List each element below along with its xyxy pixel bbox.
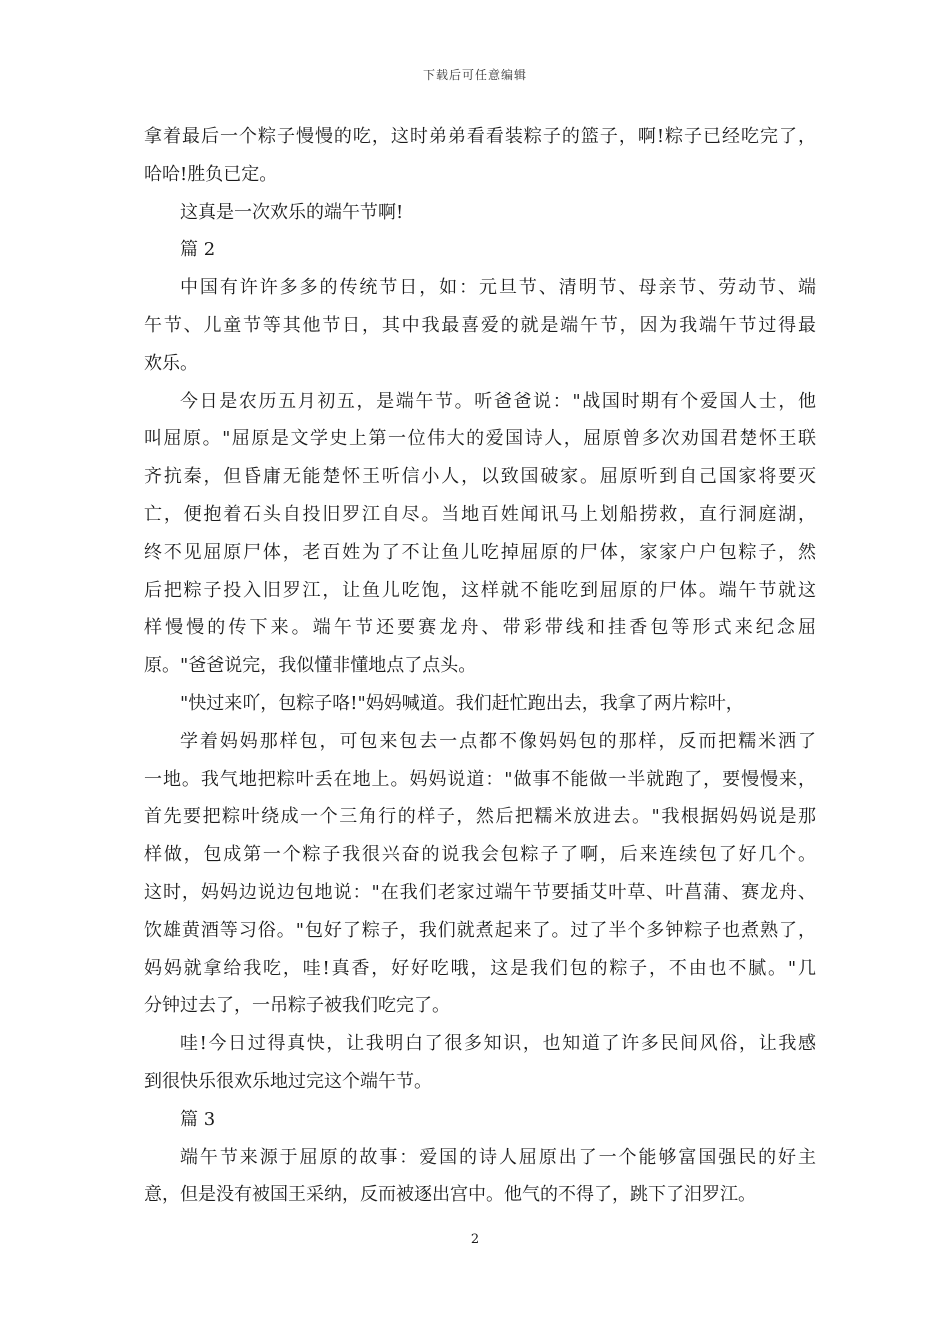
text-line: 今日是农历五月初五，是端午节。听爸爸说："战国时期有个爱国人士，他 — [180, 390, 816, 412]
text-line: 饮雄黄酒等习俗。"包好了粽子，我们就煮起来了。过了半个多钟粽子也煮熟了， — [144, 919, 816, 941]
text-line: 这时，妈妈边说边包地说："在我们老家过端午节要插艾叶草、叶菖蒲、赛龙舟、 — [144, 881, 816, 903]
text-line: 妈妈就拿给我吃，哇!真香，好好吃哦，这是我们包的粽子，不由也不腻。"几 — [144, 957, 816, 979]
text-line: 首先要把粽叶绕成一个三角行的样子，然后把糯米放进去。"我根据妈妈说是那 — [144, 806, 816, 828]
text-line: 一地。我气地把粽叶丢在地上。妈妈说道："做事不能做一半就跑了，要慢慢来， — [144, 768, 816, 790]
text-line: 原。"爸爸说完，我似懂非懂地点了点头。 — [144, 655, 477, 677]
page-number: 2 — [470, 1232, 480, 1247]
text-line: "快过来吖，包粽子咯!"妈妈喊道。我们赶忙跑出去，我拿了两片粽叶， — [180, 692, 744, 714]
text-line: 后把粽子投入旧罗江，让鱼儿吃饱，这样就不能吃到屈原的尸体。端午节就这 — [144, 579, 816, 601]
text-line: 这真是一次欢乐的端午节啊! — [180, 201, 404, 223]
text-line: 叫屈原。"屈原是文学史上第一位伟大的爱国诗人，屈原曾多次劝国君楚怀王联 — [144, 428, 816, 450]
text-line: 终不见屈原尸体，老百姓为了不让鱼儿吃掉屈原的尸体，家家户户包粽子，然 — [144, 541, 816, 563]
text-line: 学着妈妈那样包，可包来包去一点都不像妈妈包的那样，反而把糯米洒了 — [180, 730, 816, 752]
text-line: 哇!今日过得真快，让我明白了很多知识，也知道了许多民间风俗，让我感 — [180, 1033, 816, 1055]
text-line: 意，但是没有被国王采纳，反而被逐出宫中。他气的不得了，跳下了汨罗江。 — [144, 1184, 756, 1206]
text-line: 亡，便抱着石头自投旧罗江自尽。当地百姓闻讯马上划船捞救，直行洞庭湖， — [144, 503, 816, 525]
page-header: 下载后可任意编辑 — [422, 68, 527, 82]
text-line: 到很快乐很欢乐地过完这个端午节。 — [144, 1070, 432, 1092]
text-line: 欢乐。 — [144, 352, 198, 374]
text-line: 中国有许许多多的传统节日，如：元旦节、清明节、母亲节、劳动节、端 — [180, 277, 816, 299]
text-line: 篇 3 — [180, 1108, 216, 1130]
text-line: 齐抗秦，但昏庸无能楚怀王听信小人，以致国破家。屈原听到自己国家将要灭 — [144, 466, 816, 488]
text-line: 样做，包成第一个粽子我很兴奋的说我会包粽子了啊，后来连续包了好几个。 — [144, 844, 816, 866]
document-body — [144, 118, 816, 1214]
text-line: 哈哈!胜负已定。 — [144, 163, 278, 185]
text-line: 样慢慢的传下来。端午节还要赛龙舟、带彩带线和挂香包等形式来纪念屈 — [144, 617, 816, 639]
text-line: 端午节来源于屈原的故事：爱国的诗人屈原出了一个能够富国强民的好主 — [180, 1146, 816, 1168]
text-line: 午节、儿童节等其他节日，其中我最喜爱的就是端午节，因为我端午节过得最 — [144, 314, 816, 336]
text-line: 分钟过去了，一吊粽子被我们吃完了。 — [144, 995, 450, 1017]
text-line: 篇 2 — [180, 239, 216, 261]
text-line: 拿着最后一个粽子慢慢的吃，这时弟弟看看装粽子的篮子，啊!粽子已经吃完了， — [144, 126, 816, 147]
